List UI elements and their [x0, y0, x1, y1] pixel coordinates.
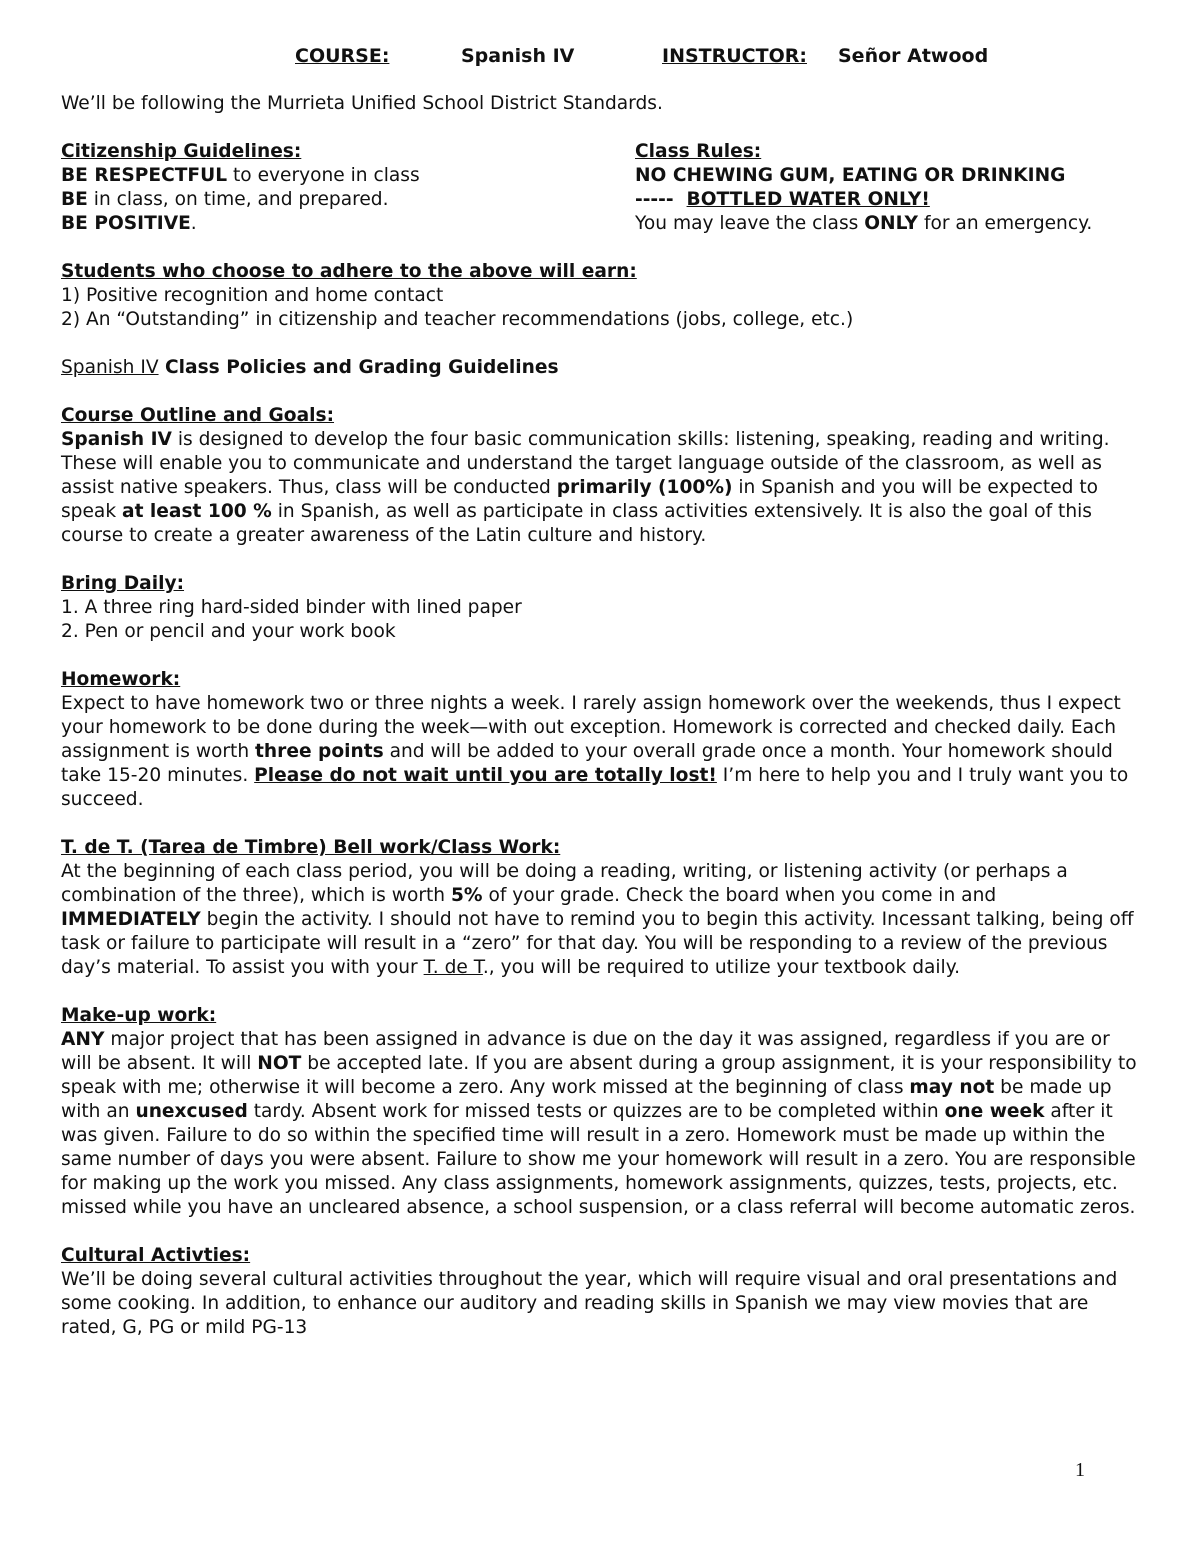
document-page — [61, 44, 1141, 1340]
page-number: 1 — [1075, 1459, 1085, 1481]
homework-text: Expect to have homework two or three nights a week. I rarely assign homework over the weekends, thus I expect your homework to be done during the week—with out exception. Homework is corrected and checked daily. Each assignment is worth three points and will be added to your overall grade once a month. Your homework should take 15-20 minutes. Please do not wait until you are totally lost! I’m here to help you and I truly want you to succeed. — [61, 693, 1129, 810]
earn-item-2: 2) An “Outstanding” in citizenship and teacher recommendations (jobs, college, etc.) — [61, 309, 854, 330]
class-rules — [635, 140, 1145, 236]
instructor-value: Señor Atwood — [838, 45, 989, 67]
rules-heading: Class Rules: — [635, 141, 762, 162]
citizenship-heading: Citizenship Guidelines: — [61, 141, 302, 162]
rules-line-1: NO CHEWING GUM, EATING OR DRINKING — [635, 165, 1066, 186]
tdet-text: At the beginning of each class period, you will be doing a reading, writing, or listening activity (or perhaps a combination of the three), which is worth 5% of your grade. Check the board when you come in and IMMEDIATELY begin the activity. I should not have to remind you to begin this activity. Incessant talking, being off task or failure to participate will result in a “zero” for that day. You will be responding to a review of the previous day’s material. To assist you with your T. de T., you will be required to utilize your textbook daily. — [61, 861, 1134, 978]
earn-heading: Students who choose to adhere to the above will earn: — [61, 261, 637, 282]
rules-line-3: You may leave the class ONLY for an emergency. — [635, 213, 1093, 234]
tdet-heading: T. de T. (Tarea de Timbre) Bell work/Class Work: — [61, 837, 561, 858]
policies-title: Spanish IV Class Policies and Grading Guidelines — [61, 357, 559, 378]
course-label: COURSE: — [295, 45, 390, 67]
earn-item-1: 1) Positive recognition and home contact — [61, 285, 444, 306]
cultural-heading: Cultural Activties: — [61, 1245, 251, 1266]
cultural-text: We’ll be doing several cultural activities throughout the year, which will require visual and oral presentations and some cooking. In addition, to enhance our auditory and reading skills in Spanish we may view movies that are rated, G, PG or mild PG-13 — [61, 1269, 1118, 1338]
bring-item-1: 1. A three ring hard-sided binder with lined paper — [61, 597, 522, 618]
citizenship-line-2: BE in class, on time, and prepared. — [61, 189, 389, 210]
makeup-heading: Make-up work: — [61, 1005, 217, 1026]
bring-item-2: 2. Pen or pencil and your work book — [61, 621, 396, 642]
instructor-label: INSTRUCTOR: — [662, 45, 807, 67]
homework-heading: Homework: — [61, 669, 181, 690]
citizenship-line-1: BE RESPECTFUL to everyone in class — [61, 165, 420, 186]
intro-text: We’ll be following the Murrieta Unified School District Standards. — [61, 93, 663, 114]
guidelines-section — [61, 140, 1141, 236]
outline-heading: Course Outline and Goals: — [61, 405, 335, 426]
citizenship-line-3: BE POSITIVE. — [61, 213, 197, 234]
makeup-text: ANY major project that has been assigned in advance is due on the day it was assigned, regardless if you are or will be absent. It will NOT be accepted late. If you are absent during a group assignment, it is your responsibility to speak with me; otherwise it will become a zero. Any work missed at the beginning of class may not be made up with an unexcused tardy. Absent work for missed tests or quizzes are to be completed within one week after it was given. Failure to do so within the specified time will result in a zero. Homework must be made up within the same number of days you were absent. Failure to show me your homework will result in a zero. You are responsible for making up the work you missed. Any class assignments, homework assignments, quizzes, tests, projects, etc. missed while you have an uncleared absence, a school suspension, or a class referral will become automatic zeros. — [61, 1029, 1137, 1218]
course-value: Spanish IV — [461, 45, 575, 67]
outline-text: Spanish IV is designed to develop the four basic communication skills: listening, speaking, reading and writing. These will enable you to communicate and understand the target language outside of the classroom, as well as assist native speakers. Thus, class will be conducted primarily (100%) in Spanish and you will be expected to speak at least 100 % in Spanish, as well as participate in class activities extensively. It is also the goal of this course to create a greater awareness of the Latin culture and history. — [61, 429, 1110, 546]
bring-heading: Bring Daily: — [61, 573, 185, 594]
course-header — [61, 44, 1141, 68]
rules-line-2: ----- BOTTLED WATER ONLY! — [635, 189, 930, 210]
citizenship-guidelines — [61, 140, 621, 236]
